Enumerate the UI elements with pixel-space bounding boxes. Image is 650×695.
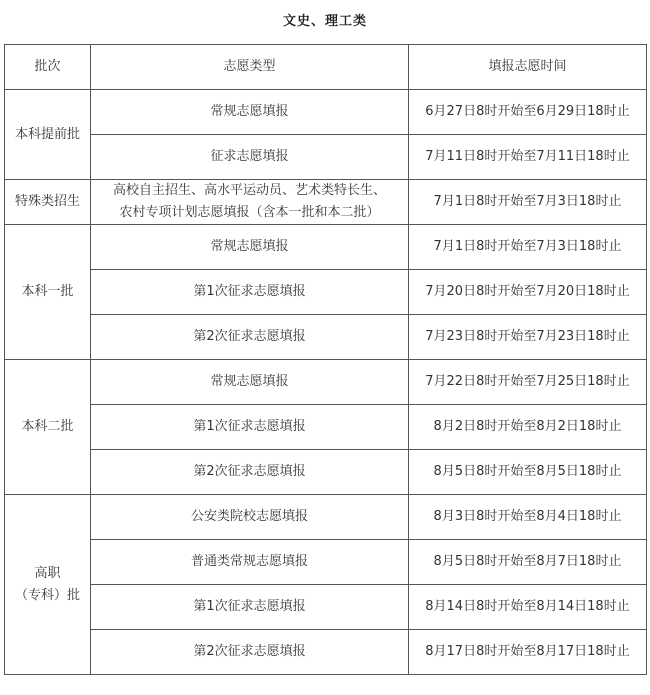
batch-cell: 特殊类招生	[5, 180, 91, 225]
batch-cell: 本科二批	[5, 360, 91, 495]
time-cell: 6月27日8时开始至6月29日18时止	[409, 90, 647, 135]
table-row	[5, 225, 647, 270]
time-cell: 7月1日8时开始至7月3日18时止	[409, 180, 647, 225]
batch-cell: 本科提前批	[5, 90, 91, 180]
type-cell: 公安类院校志愿填报	[91, 495, 409, 540]
table-row	[5, 405, 647, 450]
table-row	[5, 540, 647, 585]
type-cell: 常规志愿填报	[91, 225, 409, 270]
table-header-row	[5, 45, 647, 90]
schedule-table	[4, 44, 647, 675]
type-cell: 常规志愿填报	[91, 360, 409, 405]
type-cell: 第2次征求志愿填报	[91, 450, 409, 495]
batch-cell: 本科一批	[5, 225, 91, 360]
type-cell: 第1次征求志愿填报	[91, 585, 409, 630]
page-title: 文史、理工类	[282, 14, 367, 29]
type-cell: 普通类常规志愿填报	[91, 540, 409, 585]
table-row	[5, 270, 647, 315]
time-cell: 7月23日8时开始至7月23日18时止	[409, 315, 647, 360]
table-row	[5, 360, 647, 405]
type-cell-line1: 高校自主招生、高水平运动员、艺术类特长生、	[112, 183, 386, 198]
time-cell: 8月3日8时开始至8月4日18时止	[409, 495, 647, 540]
batch-cell-line1: 高职	[34, 565, 61, 581]
type-cell: 第2次征求志愿填报	[91, 315, 409, 360]
time-cell: 7月20日8时开始至7月20日18时止	[409, 270, 647, 315]
header-type: 志愿类型	[91, 45, 409, 90]
table-row	[5, 180, 647, 225]
type-cell: 征求志愿填报	[91, 135, 409, 180]
table-row	[5, 630, 647, 675]
type-cell	[91, 180, 409, 225]
type-cell: 第2次征求志愿填报	[91, 630, 409, 675]
type-cell: 常规志愿填报	[91, 90, 409, 135]
time-cell: 8月14日8时开始至8月14日18时止	[409, 585, 647, 630]
time-cell: 8月5日8时开始至8月5日18时止	[409, 450, 647, 495]
table-row	[5, 315, 647, 360]
table-row	[5, 450, 647, 495]
header-time: 填报志愿时间	[409, 45, 647, 90]
time-cell: 8月5日8时开始至8月7日18时止	[409, 540, 647, 585]
type-cell: 第1次征求志愿填报	[91, 270, 409, 315]
time-cell: 7月1日8时开始至7月3日18时止	[409, 225, 647, 270]
header-batch: 批次	[5, 45, 91, 90]
batch-cell-line2: （专科）批	[14, 587, 80, 603]
batch-cell	[5, 495, 91, 675]
type-cell-line2: 农村专项计划志愿填报（含本一批和本二批）	[119, 205, 380, 220]
time-cell: 8月2日8时开始至8月2日18时止	[409, 405, 647, 450]
time-cell: 7月22日8时开始至7月25日18时止	[409, 360, 647, 405]
table-row	[5, 90, 647, 135]
time-cell: 7月11日8时开始至7月11日18时止	[409, 135, 647, 180]
type-cell: 第1次征求志愿填报	[91, 405, 409, 450]
table-row	[5, 495, 647, 540]
table-row	[5, 585, 647, 630]
time-cell: 8月17日8时开始至8月17日18时止	[409, 630, 647, 675]
table-row	[5, 135, 647, 180]
